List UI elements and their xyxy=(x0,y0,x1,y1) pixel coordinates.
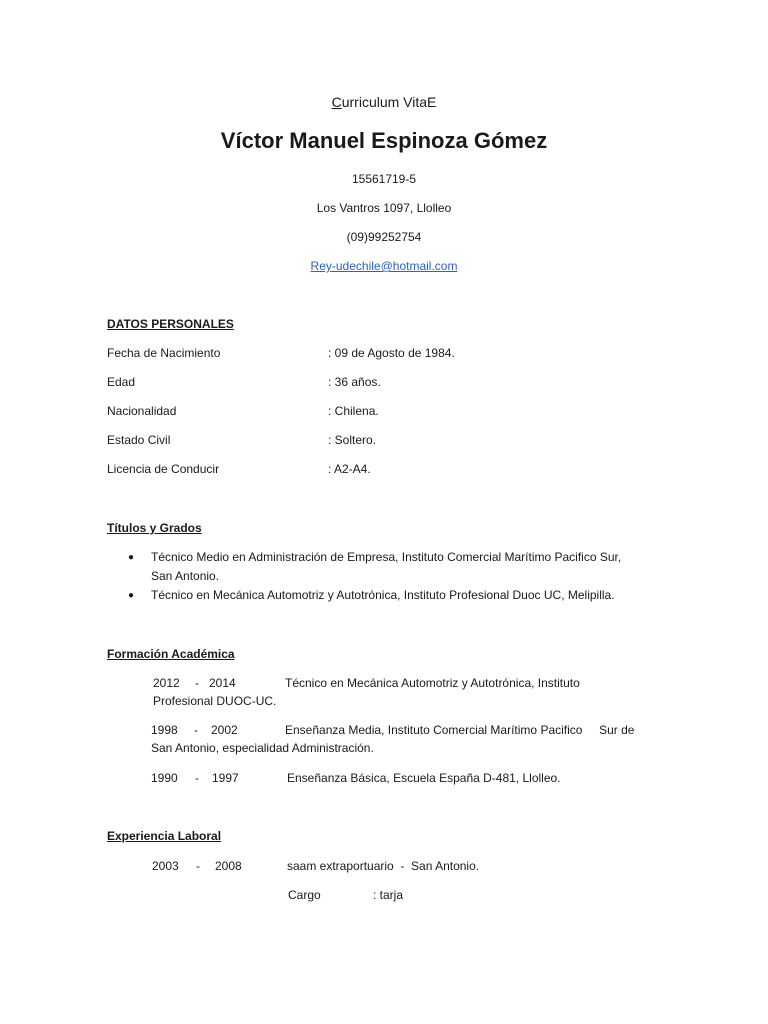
cargo-value: : tarja xyxy=(373,888,404,902)
edu-2-line1: Enseñanza Media, Instituto Comercial Marítimo Pacifico Sur de xyxy=(285,723,635,737)
edu-2-line2: San Antonio, especialidad Administración. xyxy=(151,741,374,755)
rut: 15561719-5 xyxy=(351,172,417,186)
age-label: Edad xyxy=(107,375,136,389)
edu-1-start: 2012 xyxy=(153,676,180,690)
bullet-icon: ● xyxy=(128,590,135,601)
bullet-icon: ● xyxy=(128,552,135,563)
birthdate-label: Fecha de Nacimiento xyxy=(107,346,221,360)
edu-3-end: 1997 xyxy=(212,771,239,785)
edu-3-dash: - xyxy=(195,771,199,785)
edu-1-end: 2014 xyxy=(209,676,236,690)
license-label: Licencia de Conducir xyxy=(107,462,220,476)
full-name: Víctor Manuel Espinoza Gómez xyxy=(220,128,548,153)
birthdate-value: : 09 de Agosto de 1984. xyxy=(328,346,455,360)
exp-end: 2008 xyxy=(215,859,242,873)
edu-1-line2: Profesional DUOC-UC. xyxy=(153,694,277,708)
education-heading: Formación Académica xyxy=(107,647,235,661)
phone: (09)99252754 xyxy=(346,230,422,244)
edu-3-line1: Enseñanza Básica, Escuela España D-481, Llolleo. xyxy=(287,771,561,785)
civil-status-value: : Soltero. xyxy=(328,433,377,447)
title-item-1-line2: San Antonio. xyxy=(151,569,220,583)
edu-1-dash: - xyxy=(195,676,199,690)
document-title: Curriculum VitaE xyxy=(331,94,437,110)
edu-2-dash: - xyxy=(194,723,198,737)
personal-data-heading: DATOS PERSONALES xyxy=(107,317,234,331)
address: Los Vantros 1097, Llolleo xyxy=(316,201,452,215)
edu-2-end: 2002 xyxy=(211,723,238,737)
edu-1-line1: Técnico en Mecánica Automotriz y Autotrónica, Instituto xyxy=(285,676,580,690)
title-item-1-line1: Técnico Medio en Administración de Empresa, Instituto Comercial Marítimo Pacifico Sur, xyxy=(151,550,622,564)
nationality-label: Nacionalidad xyxy=(107,404,177,418)
titles-heading: Títulos y Grados xyxy=(107,521,202,535)
nationality-value: : Chilena. xyxy=(328,404,379,418)
exp-start: 2003 xyxy=(152,859,179,873)
cargo-label: Cargo xyxy=(288,888,321,902)
email-link[interactable]: Rey-udechile@hotmail.com xyxy=(310,259,458,273)
edu-2-start: 1998 xyxy=(151,723,178,737)
edu-3-start: 1990 xyxy=(151,771,178,785)
title-item-2-line1: Técnico en Mecánica Automotriz y Autotrónica, Instituto Profesional Duoc UC, Melipilla. xyxy=(151,588,615,602)
age-value: : 36 años. xyxy=(328,375,381,389)
exp-company: saam extraportuario - San Antonio. xyxy=(287,859,480,873)
exp-dash: - xyxy=(196,859,200,873)
license-value: : A2-A4. xyxy=(328,462,371,476)
civil-status-label: Estado Civil xyxy=(107,433,171,447)
experience-heading: Experiencia Laboral xyxy=(107,829,222,843)
